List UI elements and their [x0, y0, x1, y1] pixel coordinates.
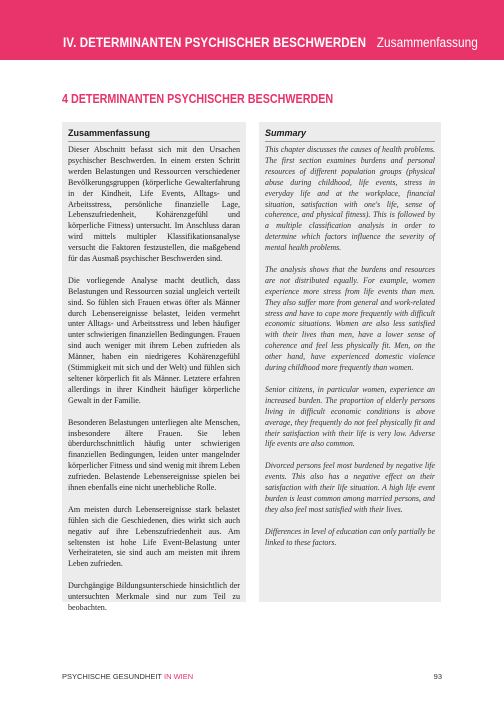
german-summary-divider — [68, 141, 240, 142]
german-paragraph: Dieser Abschnitt befasst sich mit den Ursachen psychischer Beschwerden. In einem ersten Schritt werden Belastungen und Ressourcen verschiedener Bevölkerungsgruppen (körperliche Gewalterfahrung in der Kindheit, Life Events, Alltags- und Arbeitsstress, persönliche finanzielle Lage, Lebenszufriedenheit, Kohärenzgefühl und körperliche Fitness) untersucht. Im Anschluss daran wird mittels multipler Klassifikationsanalyse versucht die Faktoren festzustellen, die maßgebend für das Ausmaß psychischer Beschwerden sind. — [68, 145, 240, 264]
chapter-title: 4 DETERMINANTEN PSYCHISCHER BESCHWERDEN — [62, 92, 334, 106]
footer-publication — [62, 672, 193, 681]
header-section-label: Zusammenfassung — [376, 35, 478, 50]
english-summary-box — [259, 122, 441, 602]
page-number: 93 — [433, 672, 442, 681]
english-paragraph: Senior citizens, in particular women, experience an increased burden. The proportion of elderly persons living in difficult economic conditions is above average, they frequently do not feel physically fit and their satisfaction with their life is very low. Adverse life events are also common. — [265, 384, 435, 449]
english-paragraph: The analysis shows that the burdens and resources are not distributed equally. For example, women experience more stress from life events than men. They also suffer more from general and work-related stress and have to cope more frequently with difficult economic situations. Women are also less satisfied with their lives than men, have a lower sense of coherence and feel less physically fit. Men, on the other hand, have experienced domestic violence during childhood more frequently than women. — [265, 264, 435, 373]
english-summary-text — [265, 145, 435, 559]
german-summary-text — [68, 145, 240, 625]
english-paragraph: Divorced persons feel most burdened by negative life events. This also has a negative effect on their satisfaction with their life situation. A high life event burden is least common among married persons, and they also feel most satisfied with their lives. — [265, 461, 435, 514]
english-summary-heading: Summary — [265, 128, 307, 138]
english-paragraph: This chapter discusses the causes of health problems. The first section examines burdens and personal resources of different population groups (physical abuse during childhood, life events, stress in everyday life and at the workplace, financial situation, satisfaction with one's life, sense of coherence, and physical fitness). This is followed by a multiple classification analysis in order to determine which factors influence the severity of mental health problems. — [265, 145, 435, 253]
english-paragraph: Differences in level of education can only partially be linked to these factors. — [265, 526, 435, 547]
header-bar — [0, 0, 504, 60]
german-paragraph: Durchgängige Bildungsunterschiede hinsichtlich der untersuchten Merkmale sind nur zum Teil zu beobachten. — [68, 581, 240, 612]
german-paragraph: Besonderen Belastungen unterliegen alte Menschen, insbesondere ältere Frauen. Sie leben überdurchschnittlich häufig unter schwierigen finanziellen Bedingungen, leiden unter mangelnder körperlicher Fitness und sind wenig mit ihrem Leben zufrieden. Belastende Lebensereignisse spielen bei ihnen ebenfalls eine nicht unerhebliche Rolle. — [68, 417, 240, 493]
german-summary-heading: Zusammenfassung — [68, 128, 151, 138]
header-title: IV. DETERMINANTEN PSYCHISCHER BESCHWERDEN — [63, 35, 367, 50]
german-paragraph: Am meisten durch Lebensereignisse stark belastet fühlen sich die Geschiedenen, dies wirkt sich auch negativ auf ihre Lebenszufriedenheit aus. Am seltensten ist hohe Life Event-Belastung unter Verheirateten, sie sind auch am meisten mit ihrem Leben zufrieden. — [68, 504, 240, 569]
footer-publication-name: PSYCHISCHE GESUNDHEIT — [62, 672, 162, 681]
english-summary-divider — [265, 141, 435, 142]
footer-publication-accent: IN WIEN — [163, 672, 194, 681]
german-paragraph: Die vorliegende Analyse macht deutlich, dass Belastungen und Ressourcen sozial ungleich verteilt sind. So fühlen sich Frauen etwas öfter als Männer durch Lebensereignisse belastet, leiden vermehrt unter Alltags- und Arbeitsstress und leben häufiger unter schwierigen finanziellen Bedingungen. Frauen sind auch weniger mit ihrem Leben zufrieden als Männer, haben ein niedrigeres Kohärenzgefühl (Stimmigkeit mit sich und der Welt) und fühlen sich seltener körperlich fit als Männer. Letztere erfahren allerdings in ihrer Kindheit häufiger körperliche Gewalt in der Familie. — [68, 275, 240, 405]
german-summary-box — [62, 122, 246, 612]
